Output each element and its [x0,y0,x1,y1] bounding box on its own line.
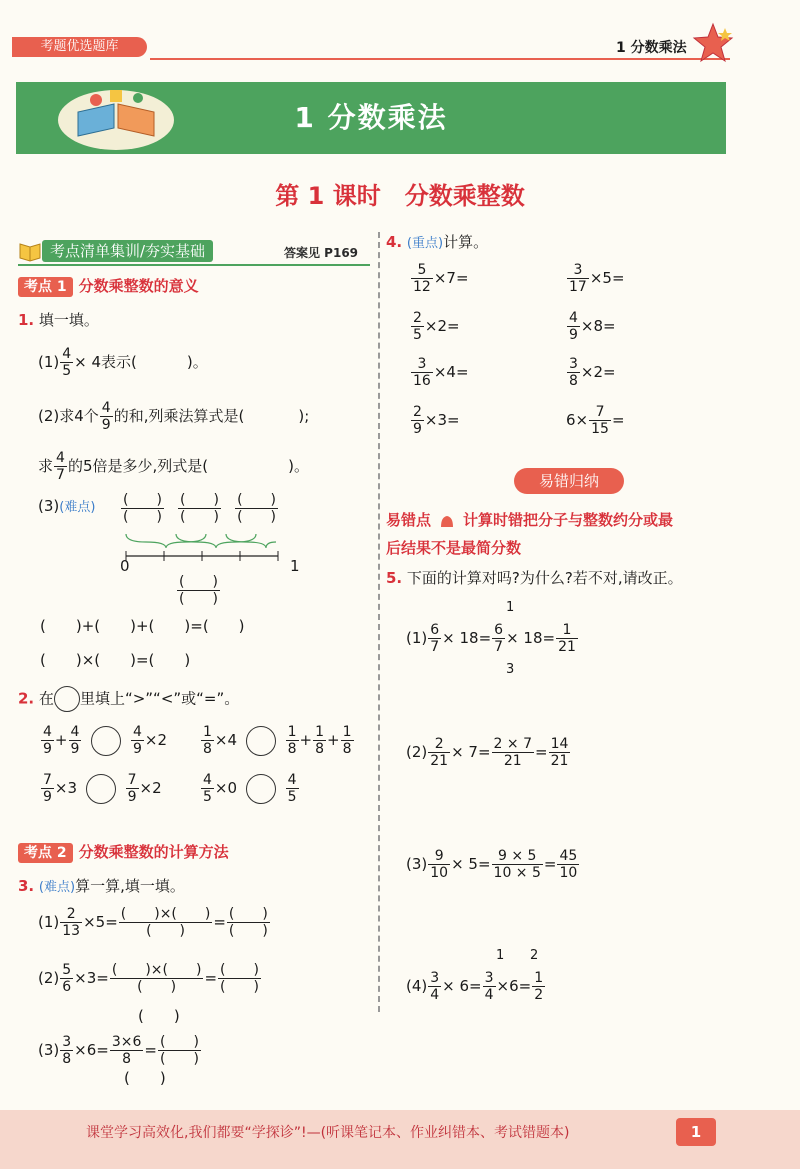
q4-item: 6× $\frac{7}{15}$ = [566,404,625,437]
number-line-diagram [122,532,282,572]
question-label: 下面的计算对吗?为什么?若不对,请改正。 [406,569,683,587]
number-line-start: 0 [120,557,130,575]
q5-part-3: (3) $\frac{9}{10}$ × 5= $\frac{9 \times 5}{10 \times 5}$ = $\frac{45}{10}$ [406,848,578,881]
q3-part-1: (1) $\frac{2}{13}$ ×5= $\frac{( )\times( )}{( )}$ = $\frac{( )}{( )}$ [38,906,268,939]
text: 求 [38,457,54,475]
cancel-mark: 2 [530,948,539,963]
q2-row-2-right: $\frac{4}{5}$ ×0 $\frac{4}{5}$ [203,772,297,805]
q5-part-4: (4) $\frac{3}{4}$ × 6= $\frac{3}{4}$ ×6= $\frac{1}{2}$ [406,970,544,1003]
fraction: $\frac{4}{5}$ [62,346,72,379]
blank-fraction[interactable]: $\frac{( )}{( )}$ [180,492,219,525]
question-number: 1. [18,311,35,329]
star-icon [692,22,734,64]
error-point [386,510,673,530]
q4-item: $\frac{3}{17}$ ×5= [569,262,625,295]
column-divider [378,232,380,1012]
q3-reduce-bottom[interactable]: ( ) [124,1069,166,1087]
question-number: 3. [18,877,35,895]
part-number: (3) [38,497,60,515]
cancel-mark: 1 [496,948,505,963]
q5-part-2: (2) $\frac{2}{21}$ × 7= $\frac{2 \times 7}{21}$ = $\frac{14}{21}$ [406,736,569,769]
text: ); [298,407,310,425]
q4-item: $\frac{2}{9}$ ×3= [413,404,460,437]
q3-reduce-top[interactable]: ( ) [138,1007,180,1025]
text: × 4表示( [74,353,137,371]
q4-item: $\frac{4}{9}$ ×8= [569,310,616,343]
footer-slogan: 课堂学习高效化,我们都要“学探诊”!—(听课笔记本、作业纠错本、考试错题本) [86,1125,570,1141]
kd-title: 分数乘整数的计算方法 [78,843,229,861]
part-number: (1) [38,353,60,371]
question-label: 计算。 [443,233,489,251]
q1-top-blanks [120,492,280,525]
blank-fraction[interactable]: $\frac{( )}{( )}$ [220,962,259,995]
q2-row-2-left: $\frac{7}{9}$ ×3 $\frac{7}{9}$ ×2 [43,772,162,805]
knowledge-point-2 [18,842,229,862]
text: (2)求4个 [38,407,99,425]
q3-part-2: (2) $\frac{5}{6}$ ×3= $\frac{( )\times( )}{( )}$ = $\frac{( )}{( )}$ [38,962,259,995]
q1-product-line[interactable]: ( )×( )=( ) [40,651,191,669]
header-rule [150,58,730,60]
cancel-mark: 3 [506,662,515,677]
question-number: 4. [386,233,403,251]
question-2-header [18,686,239,712]
cancel-mark: 1 [506,600,515,615]
header-chapter: 1 分数乘法 [616,40,687,56]
bell-icon [437,513,457,529]
compare-circle[interactable] [86,774,116,804]
q5-part-1: (1) $\frac{6}{7}$ × 18= $\frac{6}{7}$ × 18= $\frac{1}{21}$ [406,622,576,655]
question-label: 填一填。 [38,311,99,329]
text: 在 [38,689,54,708]
q4-item: $\frac{2}{5}$ ×2= [413,310,460,343]
answer-reference: 答案见 P169 [284,246,359,260]
error-tag: 易错点 [386,511,432,529]
knowledge-point-1 [18,276,199,296]
header-tag: 考题优选题库 [12,37,147,57]
kd-title: 分数乘整数的意义 [78,277,199,295]
question-number: 5. [386,569,403,587]
text: 的和,列乘法算式是( [113,407,245,425]
question-1-header [18,310,99,330]
q1-part-3-label [38,496,95,518]
blank-fraction[interactable]: $\frac{( )}{( )}$ [123,492,162,525]
q1-sum-line[interactable]: ( )+( )+( )=( ) [40,617,245,635]
q1-part-1 [38,346,208,379]
text: )。 [288,457,309,475]
kd-tag: 考点 1 [18,277,73,297]
section-label: 考点清单集训/夯实基础 [42,240,213,262]
kd-tag: 考点 2 [18,843,73,863]
chapter-banner [16,82,726,154]
fraction: $\frac{4}{7}$ [56,450,65,483]
open-book-icon [18,238,42,262]
question-5-header [386,568,683,588]
circle-blank [54,686,80,712]
blank-fraction[interactable]: $\frac{( )\times( )}{( )}$ [120,906,211,939]
chapter-title: 1 分数乘法 [294,101,448,134]
text: 里填上“>”“<”或“=”。 [79,689,240,708]
q1-part-2b [38,450,309,483]
blank-fraction[interactable]: $\frac{( )\times( )}{( )}$ [111,962,202,995]
q1-part-2 [38,400,309,433]
number-line-end: 1 [290,557,300,575]
fraction: $\frac{4}{9}$ [101,400,111,433]
question-4-header [386,232,488,254]
compare-circle[interactable] [91,726,121,756]
difficulty-hint: (难点) [38,880,76,895]
compare-circle[interactable] [246,774,276,804]
q4-item: $\frac{3}{8}$ ×2= [569,356,616,389]
lesson-title: 第 1 课时 分数乘整数 [275,182,525,210]
q2-row-1-left: $\frac{4}{9}$ + $\frac{4}{9}$ $\frac{4}{9}$ ×2 [43,724,168,757]
error-summary-badge: 易错归纳 [514,468,624,494]
q1-bottom-blank[interactable]: $\frac{( )}{( )}$ [179,574,218,607]
question-3-header [18,876,185,898]
question-number: 2. [18,689,35,708]
q4-item: $\frac{5}{12}$ ×7= [413,262,469,295]
error-point-cont: 后结果不是最简分数 [386,539,522,557]
blank-fraction[interactable]: $\frac{( )}{( )}$ [237,492,276,525]
q4-item: $\frac{3}{16}$ ×4= [413,356,469,389]
difficulty-hint: (难点) [59,500,96,515]
difficulty-hint: (重点) [406,236,444,251]
blank-fraction[interactable]: $\frac{( )}{( )}$ [228,906,268,939]
q3-part-3: (3) $\frac{3}{8}$ ×6= $\frac{3\times 6}{8}$ = $\frac{( )}{( )}$ [38,1034,199,1067]
page-number: 1 [676,1118,716,1146]
question-label: 算一算,填一填。 [75,877,185,895]
blank-fraction[interactable]: $\frac{( )}{( )}$ [159,1034,199,1067]
q2-row-1-right: $\frac{1}{8}$ ×4 $\frac{1}{8}$ + $\frac{1}{8}$ + $\frac{1}{8}$ [203,724,352,757]
text: 计算时错把分子与整数约分或最 [463,511,674,529]
text: 的5倍是多少,列式是( [67,457,209,475]
compare-circle[interactable] [246,726,276,756]
text: )。 [186,353,208,371]
